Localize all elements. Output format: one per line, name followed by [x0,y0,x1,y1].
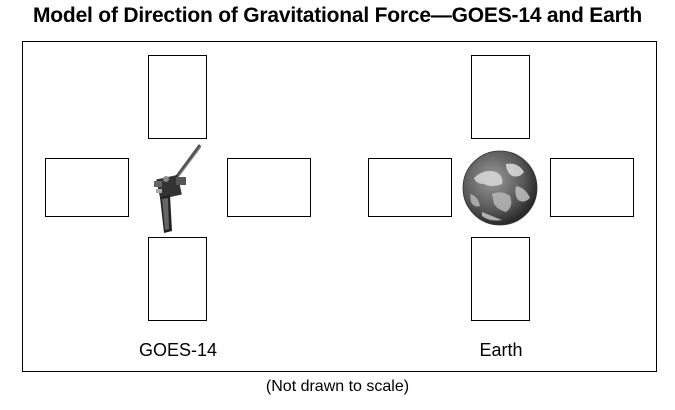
satellite-icon [148,143,204,235]
goes14-box-left[interactable] [45,158,129,217]
earth-globe-icon [462,150,538,226]
goes14-box-bottom[interactable] [148,237,207,321]
diagram-title: Model of Direction of Gravitational Force—GOES-14 and Earth [33,4,642,27]
goes14-label: GOES-14 [138,340,218,360]
goes14-box-top[interactable] [148,55,207,139]
earth-box-left[interactable] [368,158,452,217]
earth-box-right[interactable] [550,158,634,217]
earth-box-top[interactable] [471,55,530,139]
goes14-box-right[interactable] [227,158,311,217]
scale-footnote: (Not drawn to scale) [265,378,410,395]
earth-box-bottom[interactable] [471,237,530,321]
earth-label: Earth [479,340,523,360]
